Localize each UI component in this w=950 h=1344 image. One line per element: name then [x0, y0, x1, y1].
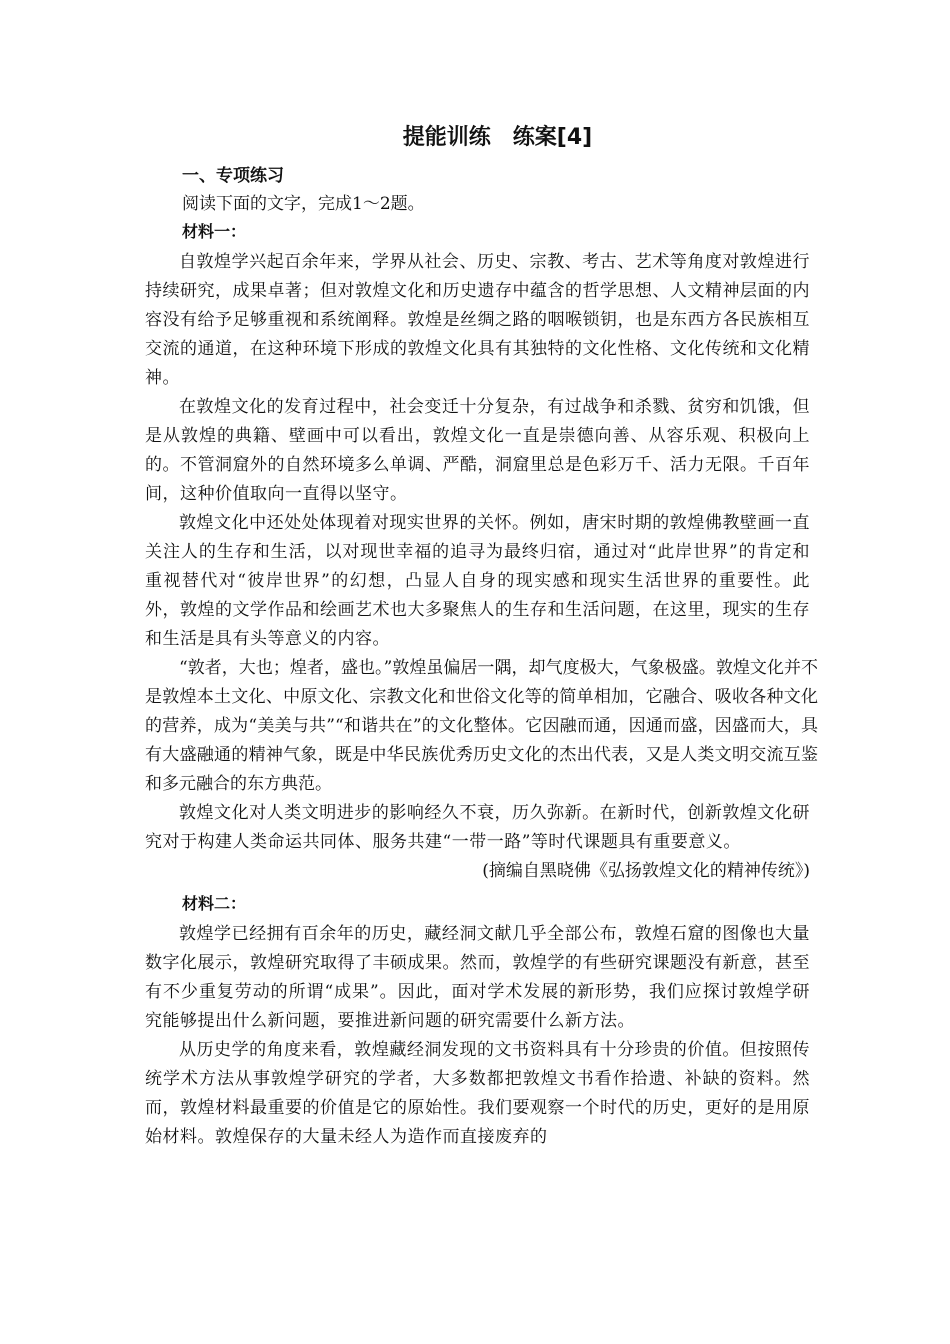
material-two-paragraph-1: 敦煌学已经拥有百余年的历史，藏经洞文献几乎全部公布，敦煌石窟的图像也大量数字化展示，敦煌研究取得了丰硕成果。然而，敦煌学的有些研究课题没有新意，甚至有不少重复劳动的所谓“成果”。因此，面对学术发展的新形势，我们应探讨敦煌学研究能够提出什么新问题，要推进新问题的研究需要什么新方法。 — [145, 924, 810, 1031]
material-two-heading: 材料二： — [182, 894, 247, 913]
material-one-paragraph-4: “敦者，大也；煌者，盛也。”敦煌虽偏居一隅，却气度极大，气象极盛。敦煌文化并不是敦煌本土文化、中原文化、宗教文化和世俗文化等的简单相加，它融合、吸收各种文化的营养，成为“美美与共”“和谐共在”的文化整体。它因融而通，因通而盛，因盛而大，具有大盛融通的精神气象，既是中华民族优秀历史文化的杰出代表，又是人类文明交流互鉴和多元融合的东方典范。 — [145, 658, 818, 794]
material-one-source: (摘编自黑晓佛《弘扬敦煌文化的精神传统》) — [482, 861, 810, 881]
material-one — [145, 218, 818, 886]
material-one-paragraph-2: 在敦煌文化的发育过程中，社会变迁十分复杂，有过战争和杀戮、贫穷和饥饿，但是从敦煌的典籍、壁画中可以看出，敦煌文化一直是崇德向善、从容乐观、积极向上的。不管洞窟外的自然环境多么单调、严酷，洞窟里总是色彩万千、活力无限。千百年间，这种价值取向一直得以坚守。 — [145, 397, 810, 504]
document-page — [145, 118, 818, 1152]
instruction-text: 阅读下面的文字，完成1～2题。 — [182, 194, 425, 214]
material-two-paragraph-2: 从历史学的角度来看，敦煌藏经洞发现的文书资料具有十分珍贵的价值。但按照传统学术方法从事敦煌学研究的学者，大多数都把敦煌文书看作拾遗、补缺的资料。然而，敦煌材料最重要的价值是它的原始性。我们要观察一个时代的历史，更好的是用原始材料。敦煌保存的大量未经人为造作而直接废弃的 — [145, 1040, 810, 1147]
section-heading: 一、专项练习 — [182, 166, 284, 186]
material-two — [145, 890, 810, 1152]
material-one-paragraph-5: 敦煌文化对人类文明进步的影响经久不衰，历久弥新。在新时代，创新敦煌文化研究对于构建人类命运共同体、服务共建“一带一路”等时代课题具有重要意义。 — [145, 803, 810, 852]
page-title: 提能训练 练案[4] — [402, 125, 593, 150]
material-one-heading: 材料一： — [182, 222, 247, 241]
material-one-paragraph-1: 自敦煌学兴起百余年来，学界从社会、历史、宗教、考古、艺术等角度对敦煌进行持续研究，成果卓著；但对敦煌文化和历史遗存中蕴含的哲学思想、人文精神层面的内容没有给予足够重视和系统阐释。敦煌是丝绸之路的咽喉锁钥，也是东西方各民族相互交流的通道，在这种环境下形成的敦煌文化具有其独特的文化性格、文化传统和文化精神。 — [145, 252, 810, 388]
material-one-paragraph-3: 敦煌文化中还处处体现着对现实世界的关怀。例如，唐宋时期的敦煌佛教壁画一直关注人的生存和生活，以对现世幸福的追寻为最终归宿，通过对“此岸世界”的肯定和重视替代对“彼岸世界”的幻想，凸显人自身的现实感和现实生活世界的重要性。此外，敦煌的文学作品和绘画艺术也大多聚焦人的生存和生活问题，在这里，现实的生存和生活是具有头等意义的内容。 — [145, 513, 810, 649]
